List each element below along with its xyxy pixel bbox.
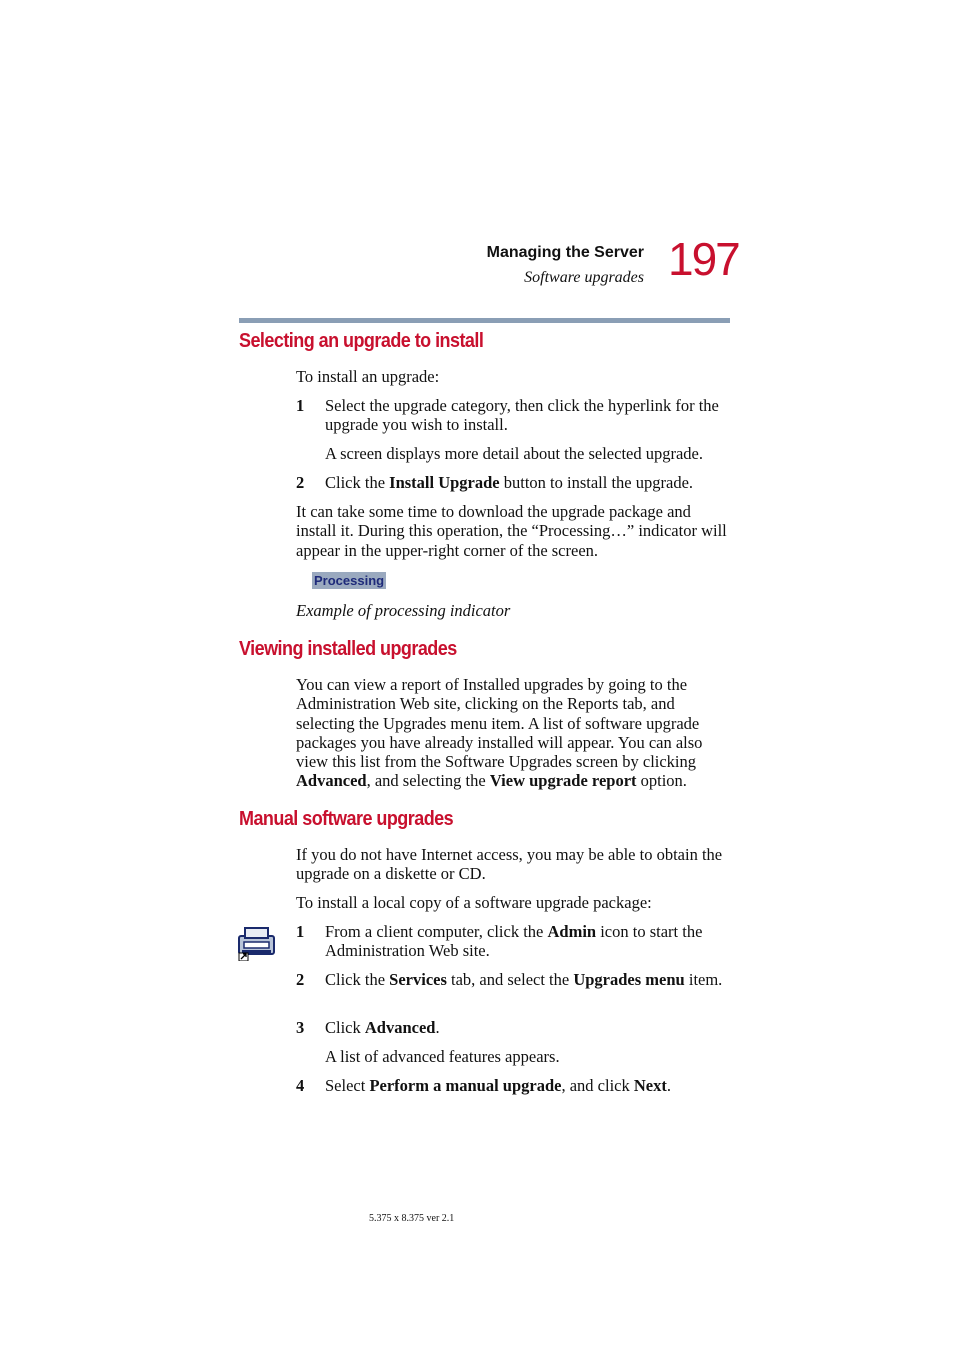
- step-text: From a client computer, click the Admin icon to start the Administration Web site.: [325, 922, 703, 961]
- step-number: 4: [296, 1076, 305, 1095]
- paragraph: You can view a report of Installed upgrades by going to the Administration Web site, clicking on the Reports tab, and selecting the Upgrades menu item. A list of software upgrade packages you have already installed will appear. You can also view this list from the Software Upgrades screen by clicking Advanced, and selecting the View upgrade report option.: [296, 675, 703, 791]
- header-rule: [239, 318, 730, 323]
- step-text: Click the Install Upgrade button to install the upgrade.: [325, 473, 694, 492]
- footer-text: 5.375 x 8.375 ver 2.1: [369, 1213, 455, 1224]
- step-note: A screen displays more detail about the selected upgrade.: [325, 444, 703, 463]
- paragraph: It can take some time to download the upgrade package and install it. During this operation, the “Processing…” indicator will appear in the upper-right corner of the screen.: [296, 502, 727, 560]
- section-heading-selecting: Selecting an upgrade to install: [239, 330, 484, 352]
- step-number: 1: [296, 922, 305, 941]
- step-text: Click the Services tab, and select the Upgrades menu item.: [325, 970, 723, 989]
- step-number: 1: [296, 396, 305, 415]
- step-number: 2: [296, 473, 305, 492]
- running-header-chapter: Managing the Server: [486, 244, 644, 261]
- running-header-section: Software upgrades: [524, 269, 644, 286]
- step-text: Select Perform a manual upgrade, and click Next.: [325, 1076, 671, 1095]
- section-heading-viewing: Viewing installed upgrades: [239, 638, 457, 660]
- step-note: A list of advanced features appears.: [325, 1047, 560, 1066]
- paragraph: To install a local copy of a software upgrade package:: [296, 893, 652, 912]
- processing-indicator: Processing: [314, 573, 385, 588]
- paragraph: If you do not have Internet access, you may be able to obtain the upgrade on a diskette or CD.: [296, 845, 723, 884]
- step-number: 3: [296, 1018, 305, 1037]
- step-number: 2: [296, 970, 305, 989]
- admin-icon: [238, 926, 275, 961]
- step-text: Select the upgrade category, then click the hyperlink for the upgrade you wish to install.: [325, 396, 719, 435]
- step-text: Click Advanced.: [325, 1018, 440, 1037]
- page-number: 197: [668, 233, 739, 285]
- intro-text: To install an upgrade:: [296, 367, 440, 386]
- figure-caption: Example of processing indicator: [296, 601, 511, 620]
- section-heading-manual: Manual software upgrades: [239, 808, 454, 830]
- install-upgrade-label: Install Upgrade: [389, 473, 500, 492]
